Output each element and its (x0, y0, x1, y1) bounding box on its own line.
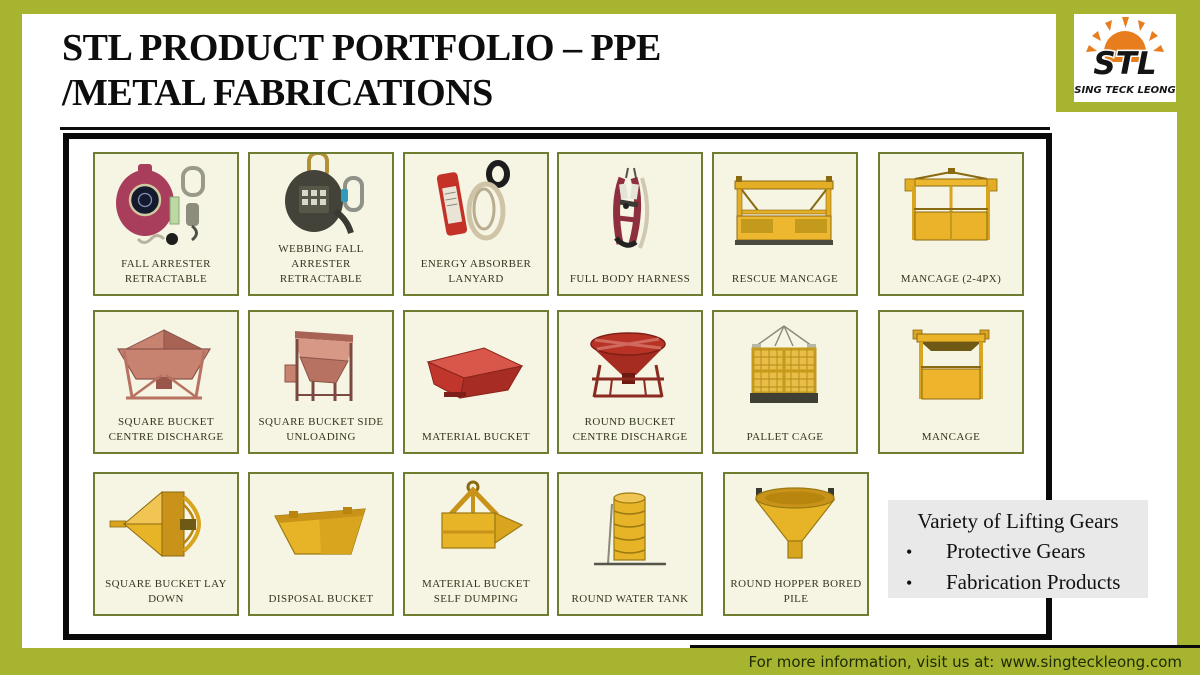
callout-bullet-2: • Fabrication Products (888, 567, 1148, 597)
product-card-round-hopper-bored-pile (723, 472, 869, 616)
product-label: SQUARE BUCKET LAY DOWN (105, 578, 227, 606)
product-image-material-bucket (405, 312, 547, 430)
product-card-square-bucket-centre-discharge (93, 310, 239, 454)
callout-bullet-1: • Protective Gears (888, 536, 1148, 566)
product-card-round-water-tank (557, 472, 703, 616)
slide-title-line2: /METAL FABRICATIONS (62, 71, 493, 114)
product-card-mancage-2-4px (878, 152, 1024, 296)
product-image-material-bucket-self-dumping (405, 474, 547, 577)
product-card-fall-arrester-retractable (93, 152, 239, 296)
product-label: SQUARE BUCKET SIDE UNLOADING (258, 416, 384, 444)
product-label: MANCAGE (2-4PX) (900, 273, 1002, 286)
product-card-material-bucket (403, 310, 549, 454)
bullet-icon: • (906, 572, 913, 593)
company-logo (1072, 12, 1178, 104)
footer-text: For more information, visit us at: (748, 652, 995, 671)
stl-sun-logo-icon (1074, 14, 1176, 102)
slide-title-line1: STL PRODUCT PORTFOLIO – PPE (62, 27, 661, 69)
title-underline (60, 127, 1050, 130)
product-label: MANCAGE (921, 431, 981, 444)
product-image-mancage (880, 312, 1022, 430)
product-label: WEBBING FALL ARRESTER RETRACTABLE (278, 243, 364, 286)
logo-acronym: STL (1093, 46, 1157, 82)
product-label: ROUND WATER TANK (571, 593, 689, 606)
frame-top (0, 0, 1200, 14)
product-card-pallet-cage (712, 310, 858, 454)
product-image-mancage-2-4px (880, 154, 1022, 272)
slide-title (62, 26, 1052, 116)
product-label: FULL BODY HARNESS (569, 273, 691, 286)
product-image-disposal-bucket (250, 474, 392, 592)
callout-title: Variety of Lifting Gears (917, 509, 1119, 533)
logo-company-name: SING TECK LEONG (1074, 85, 1176, 96)
product-label: RESCUE MANCAGE (731, 273, 839, 286)
product-label: FALL ARRESTER RETRACTABLE (121, 258, 211, 286)
product-label: DISPOSAL BUCKET (268, 593, 374, 606)
footer-bar (0, 648, 1200, 675)
product-image-fall-arrester-retractable (95, 154, 237, 257)
product-label: PALLET CAGE (746, 431, 824, 444)
product-image-rescue-mancage (714, 154, 856, 272)
product-image-webbing-fall-arrester-retractable (250, 154, 392, 242)
footer-url[interactable]: www.singteckleong.com (1000, 652, 1182, 671)
product-card-square-bucket-lay-down (93, 472, 239, 616)
product-image-square-bucket-side-unloading (250, 312, 392, 415)
product-card-mancage (878, 310, 1024, 454)
product-card-round-bucket-centre-discharge (557, 310, 703, 454)
product-label: ROUND HOPPER BORED PILE (730, 578, 862, 606)
frame-left (0, 0, 22, 675)
product-image-square-bucket-centre-discharge (95, 312, 237, 415)
product-image-round-bucket-centre-discharge (559, 312, 701, 415)
product-image-round-water-tank (559, 474, 701, 592)
bullet-icon: • (906, 542, 913, 563)
product-image-square-bucket-lay-down (95, 474, 237, 577)
product-image-round-hopper-bored-pile (725, 474, 867, 577)
product-image-pallet-cage (714, 312, 856, 430)
footer-divider (690, 645, 1200, 648)
product-card-square-bucket-side-unloading (248, 310, 394, 454)
product-label: SQUARE BUCKET CENTRE DISCHARGE (108, 416, 224, 444)
product-card-disposal-bucket (248, 472, 394, 616)
product-card-rescue-mancage (712, 152, 858, 296)
callout-box (888, 500, 1148, 598)
product-card-webbing-fall-arrester-retractable (248, 152, 394, 296)
product-label: MATERIAL BUCKET (422, 431, 530, 444)
product-card-energy-absorber-lanyard (403, 152, 549, 296)
product-card-full-body-harness (557, 152, 703, 296)
product-image-energy-absorber-lanyard (405, 154, 547, 257)
product-label: MATERIAL BUCKET SELF DUMPING (422, 578, 530, 606)
product-label: ROUND BUCKET CENTRE DISCHARGE (572, 416, 688, 444)
product-image-full-body-harness (559, 154, 701, 272)
product-label: ENERGY ABSORBER LANYARD (420, 258, 532, 286)
product-card-material-bucket-self-dumping (403, 472, 549, 616)
